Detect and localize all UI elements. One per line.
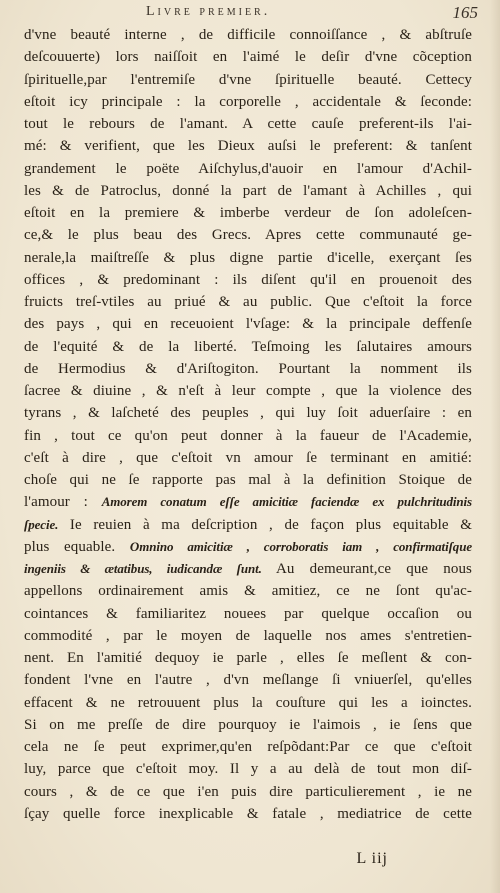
text-line: Si on me preſſe de dire pourquoy ie l'aimois , ie ſens que [24, 716, 472, 733]
text-line: fin , tout ce qu'on peut donner à la faueur de l'Academie, [24, 427, 472, 444]
text-line: ſacree & diuine , & n'eſt à leur compte , que la violence des [24, 383, 472, 399]
text-line: ce,& le plus beau des Grecs. Apres cette communauté ge- [24, 227, 472, 244]
page-edge-shadow [490, 0, 500, 893]
text-line: tyrans , & laſcheté des peuples , qui luy ſoit aduerſaire : en [24, 405, 472, 422]
text-line: offices , & predominant : ils diſent qu'il en prouenoit des [24, 271, 472, 288]
text-line: appellons ordinairement amis & amitiez, ce ne ſont qu'ac- [24, 583, 472, 600]
roman-text: plus equable. [24, 538, 130, 555]
text-line: des pays , qui en receuoient l'vſage: & la principale deffenſe [24, 316, 472, 333]
latin-quote: Amorem conatum eſſe amicitiæ faciendæ ex pulchritudinis [101, 494, 472, 510]
roman-text: l'amour : [24, 494, 102, 511]
running-title: Livre premier. [146, 4, 271, 19]
text-line: deſcouuerte) lors naiſſoit en l'aimé le deſir d'vne cõception [24, 49, 472, 66]
text-line-quote [24, 514, 472, 536]
text-line-quote [24, 491, 472, 513]
text-line: ſpirituelle,par l'entremiſe d'vne ſpirituelle beauté. Cettecy [24, 71, 472, 88]
text-line: cours , & de ce que i'en puis dire particulierement , ie ne [24, 783, 472, 800]
text-line: nent. En l'amitié dequoy ie parle , elles ſe meſlent & con- [24, 650, 472, 666]
text-line-quote [24, 536, 472, 558]
text-line: commodité , par le moyen de laquelle nos ames s'entretien- [24, 627, 472, 644]
text-line: luy, parce que c'eſtoit moy. Il y a au delà de tout mon diſ- [24, 761, 472, 778]
text-line: c'eſt à dire , que c'eſtoit vn amour ſe terminant en amitié: [24, 449, 472, 466]
roman-text: Ie reuien à ma deſcription , de façon plus equitable & [58, 516, 472, 533]
latin-quote: ingeniis & ætatibus, iudicandæ ſunt. [24, 561, 262, 576]
running-head [28, 3, 478, 25]
text-line: eſtoit en la premiere & imberbe verdeur de ſon adoleſcen- [24, 205, 472, 221]
text-line: nerale,la maiſtreſſe & plus digne partie d'icelle, exerçant ſes [24, 249, 472, 266]
text-line: grandement le poëte Aiſchylus,d'auoir en l'amour d'Achil- [24, 160, 472, 177]
signature-mark: L iij [356, 850, 388, 867]
text-line: choſe qui ne ſe rapporte pas mal à la definition Stoique de [24, 472, 472, 488]
text-line: de l'equité & de la liberté. Teſmoing les ſalutaires amours [24, 338, 472, 355]
roman-text: Au demeurant,ce que nous [261, 561, 472, 577]
text-line: cela ne ſe peut exprimer,qu'en reſpõdant:Par ce que c'eſtoit [24, 739, 472, 755]
text-line-quote [24, 558, 472, 580]
page-number: 165 [452, 3, 478, 22]
text-line: d'vne beauté interne , de difficile connoiſſance , & abſtruſe [24, 27, 472, 43]
text-line: les & de Patroclus, donné la part de l'amant à Achilles , qui [24, 182, 472, 199]
latin-quote: ſpecie. [24, 516, 59, 532]
text-line: de Hermodius & d'Ariſtogiton. Pourtant la nomment ils [24, 360, 472, 377]
text-line: ſçay quelle force inexplicable & fatale , mediatrice de cette [24, 805, 472, 822]
text-line: mé: & verifient, que les Dieux auſsi le preferent: & tanſent [24, 138, 472, 155]
text-line: cointances & familiaritez nouees par quelque occaſion ou [24, 605, 472, 622]
text-line: tout le rebours de l'amant. A cette cauſe preferent-ils l'ai- [24, 116, 472, 132]
body-text [24, 24, 472, 825]
text-line: fondent l'vne en l'autre , d'vn meſlange ſi vniuerſel, qu'elles [24, 672, 472, 689]
text-line: eſtoit icy principale : la corporelle , accidentale & ſeconde: [24, 93, 472, 110]
text-line: fruicts treſ-vtiles au priué & au public. Que c'eſtoit la force [24, 294, 472, 310]
text-line: effacent & ne retrouuent plus la couſture qui les a ioinctes. [24, 694, 472, 711]
latin-quote: Omnino amicitiæ , corroboratis iam , confirmatiſque [129, 538, 472, 554]
